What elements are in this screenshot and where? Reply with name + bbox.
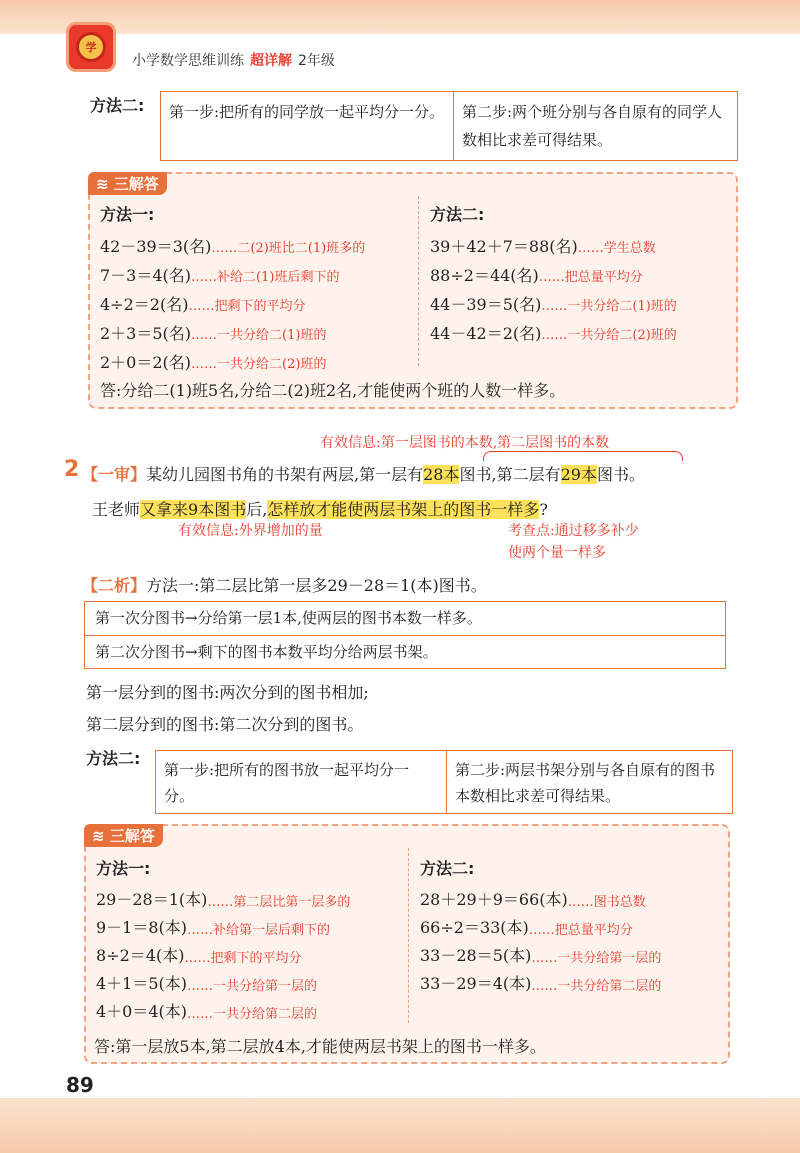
equation-note: ……把总量平均分 bbox=[528, 922, 633, 938]
annotation-top: 有效信息:第一层图书的本数,第二层图书的本数 bbox=[320, 435, 610, 451]
equation-row bbox=[100, 290, 415, 319]
analysis-text: 方法一:第二层比第一层多29－28＝1(本)图书。 bbox=[146, 576, 487, 595]
answer2-m1-title: 方法一: bbox=[96, 859, 151, 878]
top-step2: 第二步:两个班分别与各自原有的同学人数相比求差可得结果。 bbox=[453, 92, 737, 160]
analysis-after-1: 第一层分到的图书:两次分到的图书相加; bbox=[86, 683, 369, 702]
equation-row bbox=[420, 914, 725, 942]
equation: 8÷2＝4(本) bbox=[96, 946, 185, 965]
analysis-row-1: 第一次分图书→分给第一层1本,使两层的图书本数一样多。 bbox=[95, 609, 482, 627]
answer1-m1-list bbox=[100, 232, 415, 377]
analysis-after-2: 第二层分到的图书:第二次分到的图书。 bbox=[86, 715, 364, 734]
problem-hl-extra: 又拿来9本图书 bbox=[140, 500, 247, 519]
problem-number: 2 bbox=[64, 457, 80, 482]
problem-line2-b: 后, bbox=[246, 500, 268, 519]
annotation-top-bracket bbox=[483, 451, 683, 461]
equation-row bbox=[430, 261, 735, 290]
logo-emblem: 学 bbox=[76, 32, 106, 62]
equation: 4＋1＝5(本) bbox=[96, 974, 188, 993]
problem-line-1 bbox=[82, 462, 645, 485]
analysis-row-2: 第二次分图书→剩下的图书本数平均分给两层书架。 bbox=[85, 635, 725, 668]
answer1-m2-list bbox=[430, 232, 735, 348]
answer2-m1-list bbox=[96, 886, 406, 1026]
answer2-conclusion: 答:第一层放5本,第二层放4本,才能使两层书架上的图书一样多。 bbox=[94, 1037, 546, 1056]
equation: 4＋0＝4(本) bbox=[96, 1002, 188, 1021]
answer1-m1-title: 方法一: bbox=[100, 205, 155, 224]
problem-hl-question: 怎样放才能使两层书架上的图书一样多 bbox=[267, 500, 540, 519]
equation-row bbox=[100, 348, 415, 377]
equation: 42－39＝3(名) bbox=[100, 236, 212, 256]
method2-label-analysis: 方法二: bbox=[86, 749, 141, 768]
problem-line1-b: 图书,第二层有 bbox=[459, 465, 561, 484]
equation: 2＋3＝5(名) bbox=[100, 323, 192, 343]
equation-note: ……一共分给二(2)班的 bbox=[541, 328, 677, 343]
equation-note: ……二(2)班比二(1)班多的 bbox=[211, 241, 366, 256]
top-step1: 第一步:把所有的同学放一起平均分一分。 bbox=[169, 103, 445, 121]
top-step-box bbox=[160, 91, 738, 161]
annotation-right-1: 考查点:通过移多补少 bbox=[508, 523, 639, 539]
equation-note: ……第二层比第一层多的 bbox=[207, 894, 351, 910]
problem-line1-c: 图书。 bbox=[596, 465, 645, 484]
problem-line-2 bbox=[92, 497, 548, 520]
equation-row bbox=[430, 232, 735, 261]
book-highlight: 超详解 bbox=[250, 53, 292, 69]
analysis-step-box bbox=[155, 750, 733, 814]
equation: 66÷2＝33(本) bbox=[420, 918, 529, 937]
problem-line2-c: ? bbox=[539, 500, 548, 519]
analysis-tag: 【二析】 bbox=[82, 576, 147, 595]
grade-label: 2年级 bbox=[298, 53, 335, 69]
method2-label-top: 方法二: bbox=[90, 96, 145, 115]
equation-note: ……一共分给第一层的 bbox=[531, 950, 662, 966]
equation-note: ……补给二(1)班后剩下的 bbox=[191, 270, 340, 285]
equation-note: ……把剩下的平均分 bbox=[184, 950, 302, 966]
equation-note: ……一共分给第二层的 bbox=[187, 1006, 318, 1022]
answer1-m2-title: 方法二: bbox=[430, 205, 485, 224]
equation-note: ……一共分给二(1)班的 bbox=[191, 328, 327, 343]
equation-row bbox=[420, 970, 725, 998]
equation: 29－28＝1(本) bbox=[96, 890, 208, 909]
equation-row bbox=[96, 886, 406, 914]
page-number: 89 bbox=[66, 1073, 94, 1097]
equation-row bbox=[96, 914, 406, 942]
equation-row bbox=[420, 942, 725, 970]
equation-row bbox=[430, 290, 735, 319]
equation-note: ……一共分给第一层的 bbox=[187, 978, 318, 994]
book-header-title bbox=[132, 50, 335, 70]
answer1-divider bbox=[418, 196, 419, 366]
equation-row bbox=[96, 998, 406, 1026]
equation: 33－28＝5(本) bbox=[420, 946, 532, 965]
analysis-row-box bbox=[84, 601, 726, 669]
footer-bar bbox=[0, 1098, 800, 1153]
equation-row bbox=[430, 319, 735, 348]
equation-row bbox=[100, 319, 415, 348]
header-bar bbox=[0, 0, 800, 34]
equation: 9－1＝8(本) bbox=[96, 918, 188, 937]
answer2-m2-list bbox=[420, 886, 725, 998]
equation-row bbox=[96, 970, 406, 998]
equation-note: ……补给第一层后剩下的 bbox=[187, 922, 331, 938]
answer-tag-2: ≋ 三解答 bbox=[84, 824, 163, 847]
equation: 7－3＝4(名) bbox=[100, 265, 192, 285]
problem-hl-28: 28本 bbox=[423, 465, 460, 484]
answer2-divider bbox=[408, 848, 409, 1023]
annotation-right-2: 使两个量一样多 bbox=[508, 545, 606, 561]
answer2-m2-title: 方法二: bbox=[420, 859, 475, 878]
equation-note: ……一共分给第二层的 bbox=[531, 978, 662, 994]
problem-hl-29: 29本 bbox=[560, 465, 597, 484]
equation-note: ……一共分给二(2)班的 bbox=[191, 357, 327, 372]
annotation-left: 有效信息:外界增加的量 bbox=[178, 523, 323, 539]
problem-line1-a: 某幼儿园图书角的书架有两层,第一层有 bbox=[146, 465, 424, 484]
equation: 44－39＝5(名) bbox=[430, 294, 542, 314]
equation-note: ……学生总数 bbox=[577, 241, 656, 256]
equation-note: ……把剩下的平均分 bbox=[188, 299, 306, 314]
problem-tag: 【一审】 bbox=[82, 465, 147, 484]
equation-row bbox=[100, 232, 415, 261]
book-logo bbox=[66, 22, 116, 72]
equation-row bbox=[420, 886, 725, 914]
analysis-step1: 第一步:把所有的图书放一起平均分一分。 bbox=[164, 761, 410, 805]
equation: 33－29＝4(本) bbox=[420, 974, 532, 993]
equation-note: ……把总量平均分 bbox=[538, 270, 643, 285]
book-title: 小学数学思维训练 bbox=[132, 53, 244, 69]
answer-tag-1: ≋ 三解答 bbox=[88, 172, 167, 195]
equation-note: ……一共分给二(1)班的 bbox=[541, 299, 677, 314]
analysis-line bbox=[82, 573, 487, 596]
equation-row bbox=[100, 261, 415, 290]
equation: 39＋42＋7＝88(名) bbox=[430, 236, 578, 256]
answer1-conclusion: 答:分给二(1)班5名,分给二(2)班2名,才能使两个班的人数一样多。 bbox=[100, 381, 566, 400]
equation: 28＋29＋9＝66(本) bbox=[420, 890, 568, 909]
equation: 2＋0＝2(名) bbox=[100, 352, 192, 372]
equation: 44－42＝2(名) bbox=[430, 323, 542, 343]
equation-row bbox=[96, 942, 406, 970]
analysis-step2: 第二步:两层书架分别与各自原有的图书本数相比求差可得结果。 bbox=[446, 751, 732, 813]
equation-note: ……图书总数 bbox=[567, 894, 646, 910]
equation: 4÷2＝2(名) bbox=[100, 294, 189, 314]
equation: 88÷2＝44(名) bbox=[430, 265, 539, 285]
problem-line2-a: 王老师 bbox=[92, 500, 141, 519]
